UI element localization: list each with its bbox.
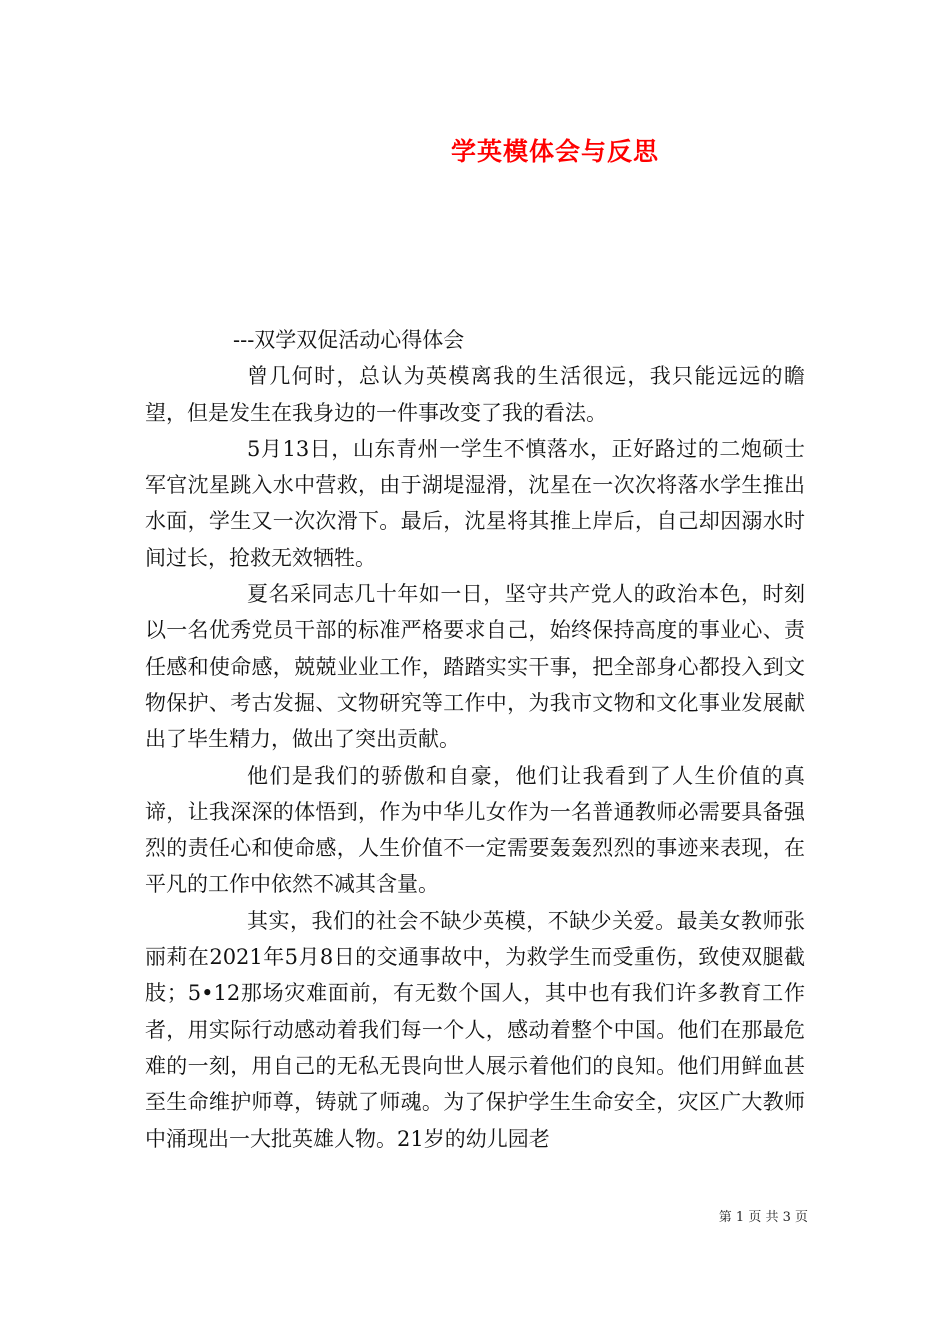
page-number-footer: 第 1 页 共 3 页 <box>718 1210 808 1225</box>
paragraph: 夏名采同志几十年如一日，坚守共产党人的政治本色，时刻以一名优秀党员干部的标准严格要求自己，始终保持高度的事业心、责任感和使命感，兢兢业业工作，踏踏实实干事，把全部身心都投入到文物保护、考古发掘、文物研究等工作中，为我市文物和文化事业发展献出了毕生精力，做出了突出贡献。 <box>145 582 805 752</box>
paragraph: 他们是我们的骄傲和自豪，他们让我看到了人生价值的真谛，让我深深的体悟到，作为中华儿女作为一名普通教师必需要具备强烈的责任心和使命感，人生价值不一定需要轰轰烈烈的事迹来表现，在平凡的工作中依然不减其含量。 <box>145 763 805 897</box>
document-subtitle: ---双学双促活动心得体会 <box>233 328 465 352</box>
paragraph: 曾几何时，总认为英模离我的生活很远，我只能远远的瞻望，但是发生在我身边的一件事改变了我的看法。 <box>145 364 805 425</box>
document-body <box>145 322 805 1157</box>
paragraph: 其实，我们的社会不缺少英模，不缺少关爱。最美女教师张丽莉在2021年5月8日的交通事故中，为救学生而受重伤，致使双腿截肢；5•12那场灾难面前，有无数个国人，其中也有我们许多教育工作者，用实际行动感动着我们每一个人，感动着整个中国。他们在那最危难的一刻，用自己的无私无畏向世人展示着他们的良知。他们用鲜血甚至生命维护师尊，铸就了师魂。为了保护学生生命安全，灾区广大教师中涌现出一大批英雄人物。21岁的幼儿园老 <box>145 908 805 1151</box>
paragraph: 5月13日，山东青州一学生不慎落水，正好路过的二炮硕士军官沈星跳入水中营救，由于湖堤湿滑，沈星在一次次将落水学生推出水面，学生又一次次滑下。最后，沈星将其推上岸后，自己却因溺水时间过长，抢救无效牺牲。 <box>145 436 805 570</box>
document-title: 学英模体会与反思 <box>450 137 659 166</box>
